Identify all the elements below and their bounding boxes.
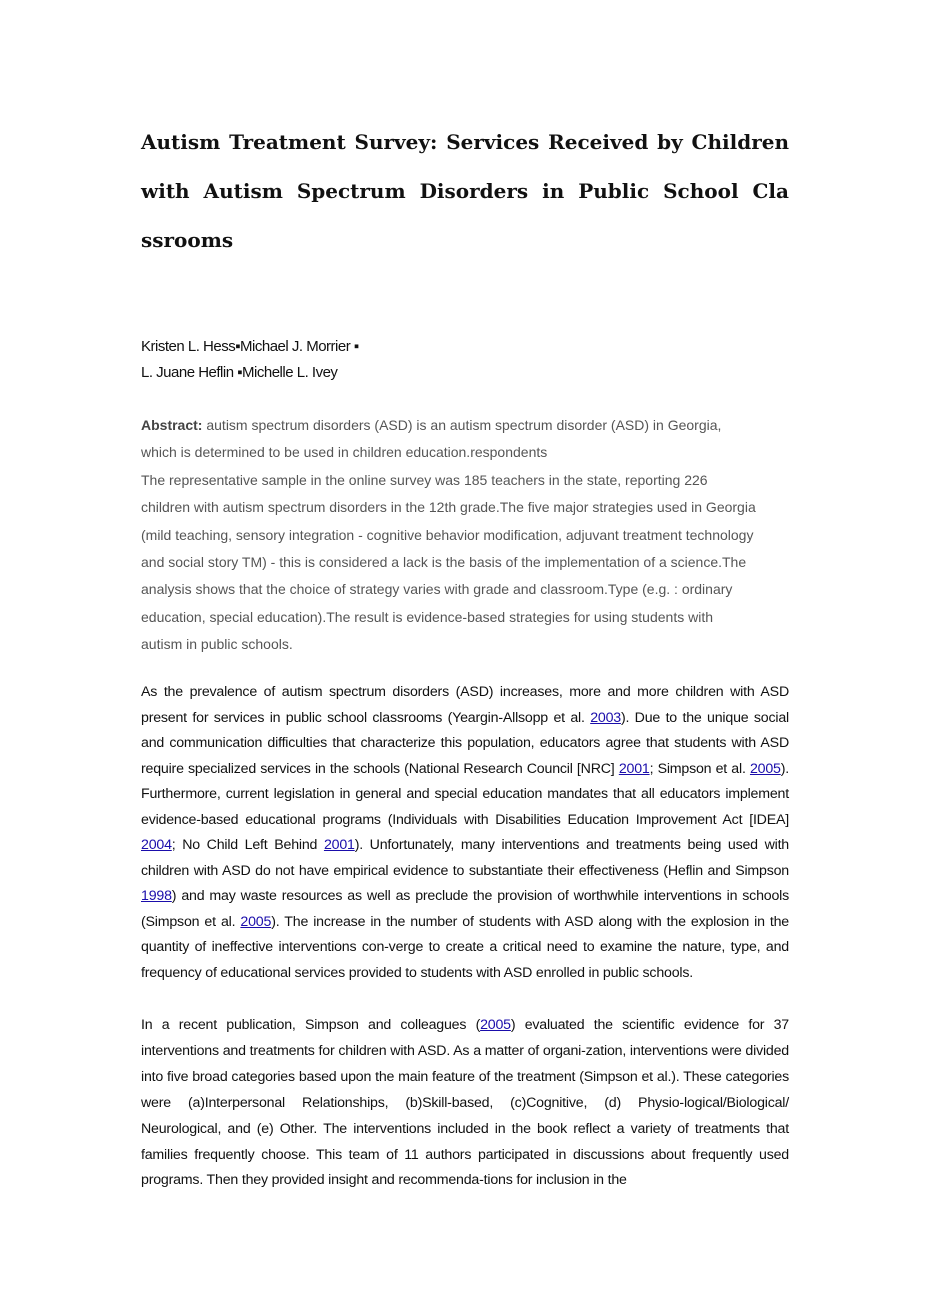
citation-link[interactable]: 2005 <box>240 913 272 930</box>
citation-link[interactable]: 2005 <box>480 1017 511 1033</box>
author-line: L. Juane Heflin ▪Michelle L. Ivey <box>141 364 338 381</box>
citation-link[interactable]: 2005 <box>749 760 781 777</box>
paragraph-text: In a recent publication, Simpson and colleagues ( <box>141 1017 481 1033</box>
abstract-line: education, special education).The result is evidence-based strategies for using students with <box>141 608 713 625</box>
citation-link[interactable]: 2001 <box>618 760 650 777</box>
abstract-text: autism spectrum disorders (ASD) is an autism spectrum disorder (ASD) in Georgia, <box>202 417 722 433</box>
abstract-line: children with autism spectrum disorders in the 12th grade.The five major strategies used in Georgia <box>141 499 756 516</box>
abstract-line: and social story TM) - this is considered a lack is the basis of the implementation of a science.The <box>141 554 747 571</box>
author-list <box>141 334 359 386</box>
abstract-line: (mild teaching, sensory integration - cognitive behavior modification, adjuvant treatment technology <box>141 526 754 543</box>
paragraph-text: ). Furthermore, current legislation in general and special education mandates that all educators implement evidence-based educational programs (Individuals with Disabilities Education Improvement Act [IDEA] <box>141 760 789 828</box>
body-paragraph-2 <box>141 1013 789 1194</box>
paragraph-text: As the prevalence of autism spectrum disorders (ASD) increases, more and more children with ASD present for services in public school classrooms (Yeargin-Allsopp et al. <box>141 684 789 726</box>
paragraph-text: ; Simpson et al. <box>649 760 750 777</box>
abstract <box>141 412 789 659</box>
citation-link[interactable]: 2001 <box>323 837 355 853</box>
paragraph-text: ). The increase in the number of students with ASD along with the explosion in the quantity of ineffective interventions con-verge to create a critical need to examine the nature, type, and frequency of educational services provided to students with ASD enrolled in public schools. <box>141 913 789 981</box>
title-line: with Autism Spectrum Disorders in Public School Cla <box>141 179 789 203</box>
paragraph-text: ; No Child Left Behind <box>171 837 324 853</box>
abstract-line: autism in public schools. <box>141 636 293 653</box>
author-line: Kristen L. Hess▪Michael J. Morrier ▪ <box>141 338 359 355</box>
paragraph-text: ). Unfortunately, many interventions and treatments being used with children with ASD do not have empirical evidence to substantiate their effectiveness (Heflin and Simpson <box>141 837 789 879</box>
abstract-line: which is determined to be used in children education.respondents <box>141 444 548 461</box>
citation-link[interactable]: 2004 <box>141 837 172 853</box>
abstract-line: analysis shows that the choice of strategy varies with grade and classroom.Type (e.g. : ordinary <box>141 581 733 598</box>
abstract-line <box>141 412 789 439</box>
abstract-line: The representative sample in the online survey was 185 teachers in the state, reporting 226 <box>141 471 708 488</box>
paragraph-text: ). Due to the unique social and communication difficulties that characterize this population, educators agree that students with ASD require specialized services in the schools (National Research Council [NRC] <box>141 709 789 777</box>
body-paragraph-1 <box>141 680 789 986</box>
paper-title <box>141 118 789 265</box>
title-line: ssrooms <box>141 228 234 252</box>
citation-link[interactable]: 1998 <box>141 888 172 904</box>
citation-link[interactable]: 2003 <box>590 709 621 726</box>
paragraph-text: ) and may waste resources as well as preclude the provision of worthwhile interventions in schools (Simpson et al. <box>141 888 789 930</box>
title-line: Autism Treatment Survey: Services Received by Children <box>141 130 789 154</box>
abstract-label: Abstract: <box>141 417 203 433</box>
paragraph-text: ) evaluated the scientific evidence for 37 interventions and treatments for children with ASD. As a matter of organi-zation, interventions were divided into five broad categories based upon the main feature of the treatment (Simpson et al.). These categories were (a)Interpersonal Relationships, (b)Skill-based, (c)Cognitive, (d) Physio-logical/Biological/ Neurological, and (e) Other. The interventions included in the book reflect a variety of treatments that families frequently choose. This team of 11 authors participated in discussions about frequently used programs. Then they provided insight and recommenda-tions for inclusion in the <box>141 1017 789 1189</box>
